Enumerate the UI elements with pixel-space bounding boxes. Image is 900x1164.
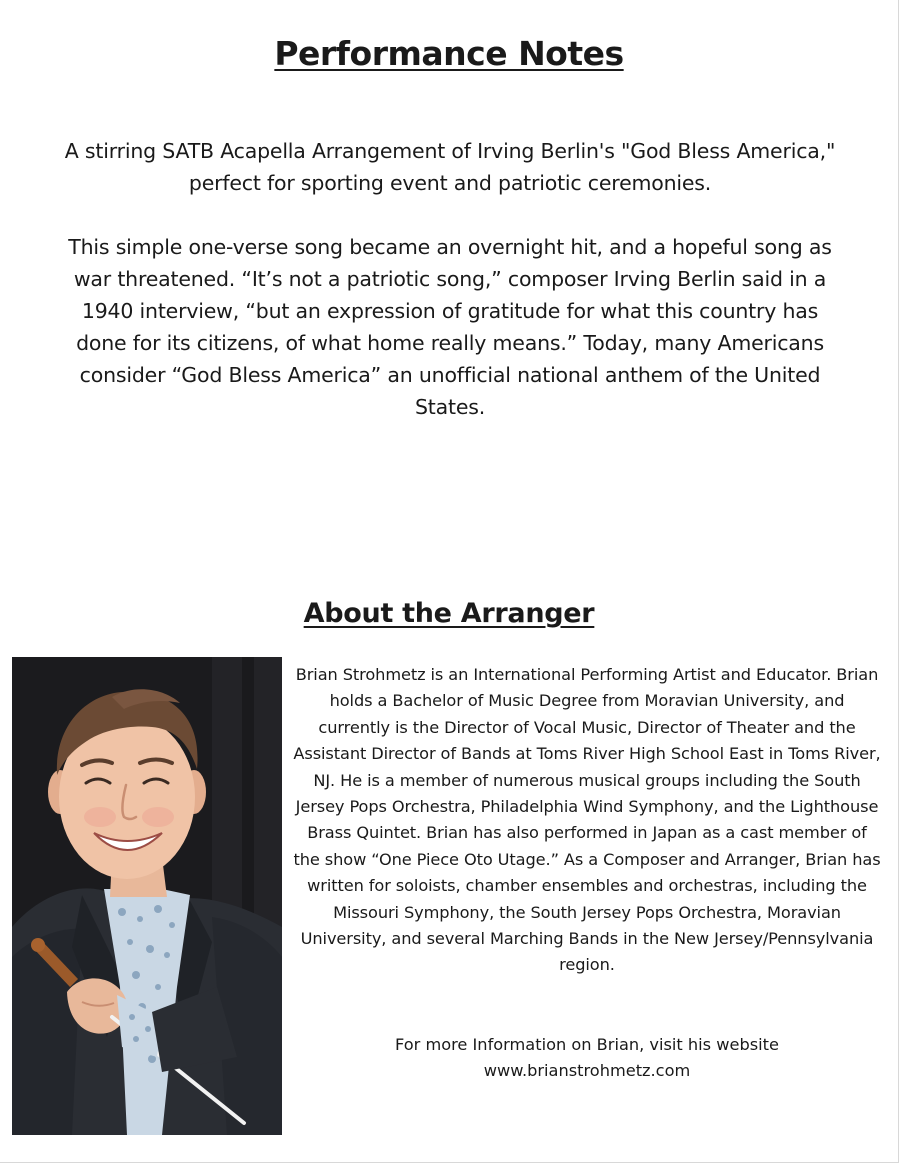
intro-paragraph-history: This simple one-verse song became an overnight hit, and a hopeful song as war threatened. “It’s not a patriotic song,” composer Irving Berlin said in a 1940 interview, “but an expression of gratitude for what this country has done for its citizens, of what home really means.” Today, many Americans consider “God Bless America” an unofficial national anthem of the United States. — [68, 235, 832, 419]
intro-paragraph-summary: A stirring SATB Acapella Arrangement of Irving Berlin's "God Bless America," perfect for sporting event and patriotic ceremonies. — [64, 139, 836, 195]
arranger-portrait-illustration — [12, 657, 282, 1135]
contact-line: For more Information on Brian, visit his website — [395, 1035, 779, 1054]
page-title: Performance Notes — [274, 34, 624, 73]
website-link[interactable]: www.brianstrohmetz.com — [483, 1061, 691, 1081]
arranger-contact — [292, 1032, 882, 1085]
arranger-heading: About the Arranger — [303, 598, 595, 629]
arranger-bio: Brian Strohmetz is an International Performing Artist and Educator. Brian holds a Bachelor of Music Degree from Moravian University, and currently is the Director of Vocal Music, Director of Theater and the Assistant Director of Bands at Toms River High School East in Toms River, NJ. He is a member of numerous musical groups including the South Jersey Pops Orchestra, Philadelphia Wind Symphony, and the Lighthouse Brass Quintet. Brian has also performed in Japan as a cast member of the show “One Piece Oto Utage.” As a Composer and Arranger, Brian has written for soloists, chamber ensembles and orchestras, including the Missouri Symphony, the South Jersey Pops Orchestra, Moravian University, and several Marching Bands in the New Jersey/Pennsylvania region. — [293, 665, 881, 975]
arranger-photo — [12, 657, 282, 1135]
